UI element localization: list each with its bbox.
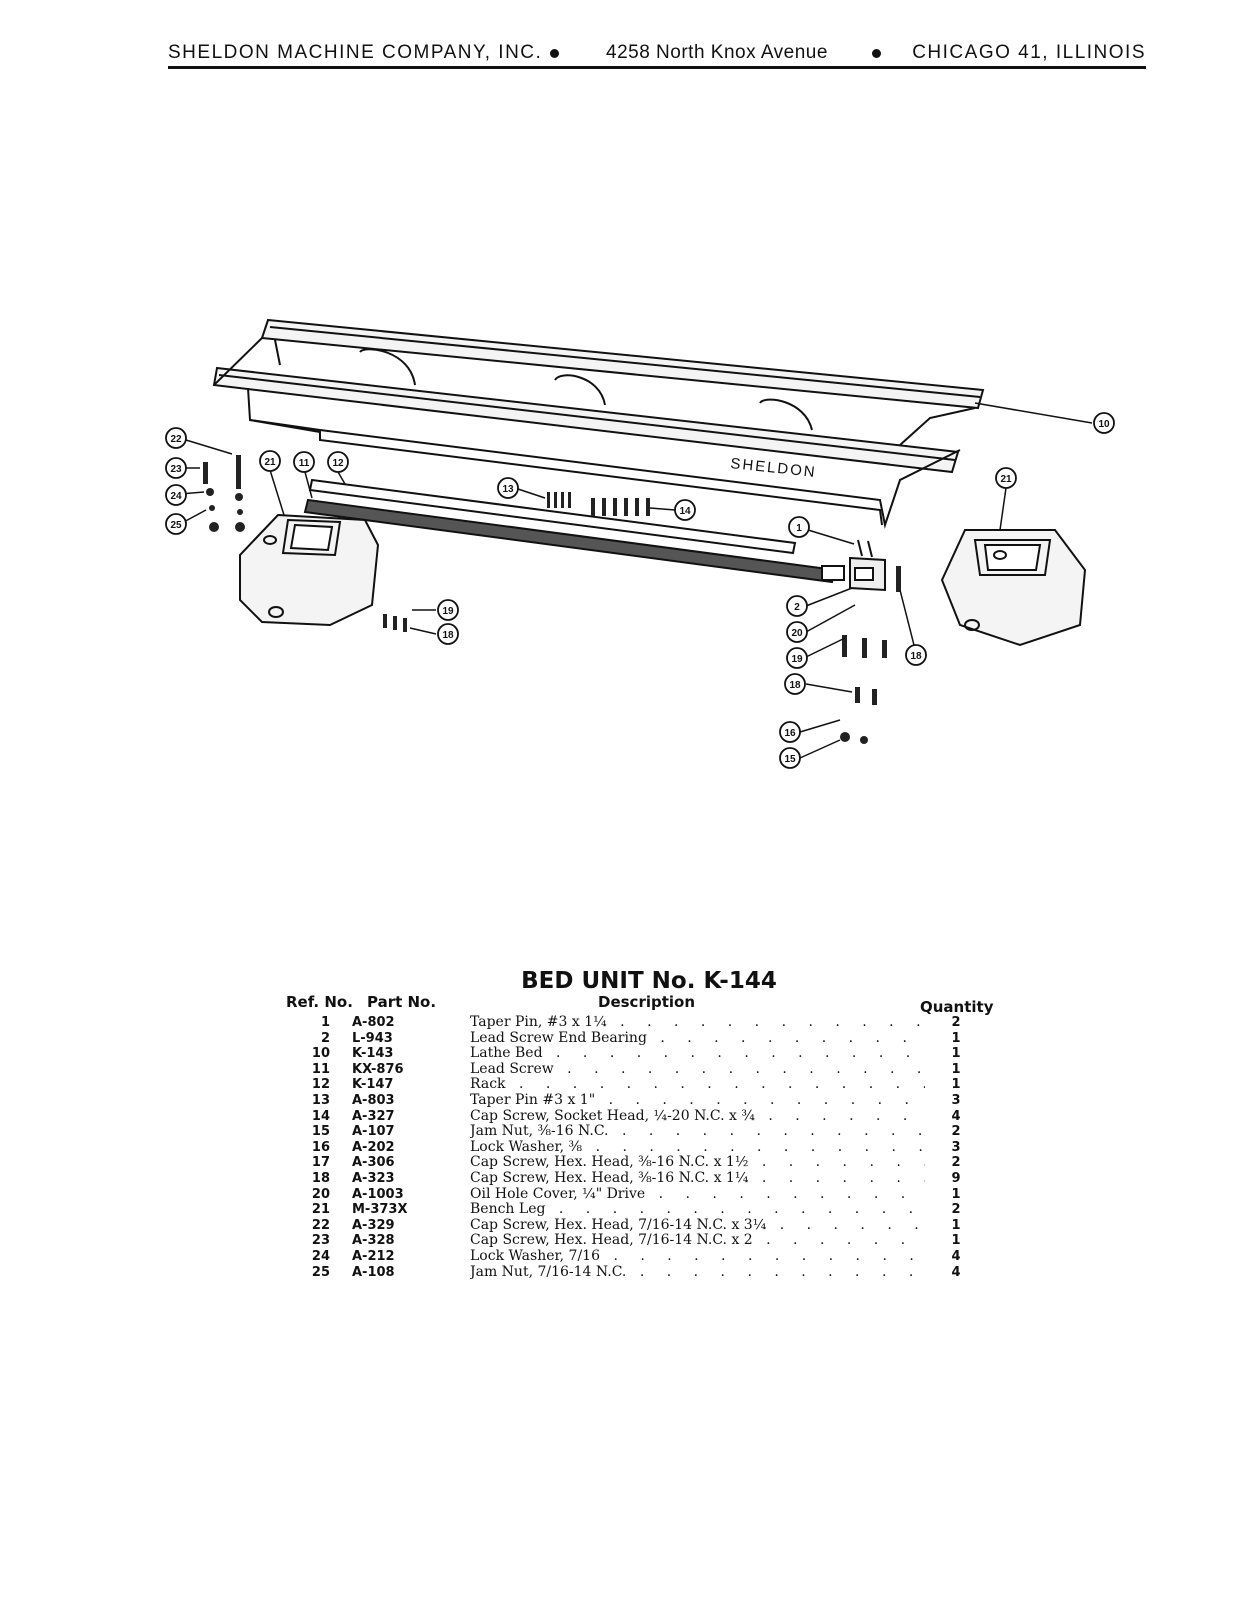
callout-2: 2 (794, 602, 800, 613)
ref-number: 11 (311, 1061, 330, 1077)
part-description: Cap Screw, Hex. Head, ⅜-16 N.C. x 1¼ . . . (470, 1171, 925, 1187)
part-description: Lead Screw End Bearing . . . (470, 1031, 925, 1047)
quantity: 9 (951, 1170, 961, 1186)
table-title: BED UNIT No. K-144 (521, 968, 777, 994)
part-description: Lathe Bed . . . (470, 1046, 925, 1062)
quantity: 1 (951, 1217, 961, 1233)
part-description: Lock Washer, 7/16 . . . (470, 1249, 925, 1265)
ref-number: 21 (311, 1202, 330, 1218)
part-number: K-147 (352, 1077, 394, 1093)
callout-12: 12 (332, 458, 344, 469)
table-row (0, 1046, 1241, 1062)
table-row (0, 1062, 1241, 1078)
callout-23: 23 (170, 464, 182, 475)
quantity: 1 (951, 1061, 961, 1077)
quantity: 1 (951, 1077, 961, 1093)
ref-number: 22 (311, 1217, 330, 1233)
callout-25: 25 (170, 520, 182, 531)
bench-leg-left (240, 515, 378, 625)
part-number: A-327 (352, 1108, 395, 1124)
callout-21: 21 (264, 457, 276, 468)
part-description: Cap Screw, Hex. Head, 7/16-14 N.C. x 3¼ . . . (470, 1218, 925, 1234)
part-number: K-143 (352, 1046, 394, 1062)
ref-number: 23 (311, 1233, 330, 1249)
part-number: A-329 (352, 1217, 395, 1233)
ref-number: 14 (311, 1108, 330, 1124)
ref-number: 10 (311, 1046, 330, 1062)
table-row (0, 1202, 1241, 1218)
table-row (0, 1249, 1241, 1265)
quantity: 3 (951, 1139, 961, 1155)
callout-19: 19 (791, 654, 803, 665)
part-description: Rack . . . (470, 1077, 925, 1093)
callout-11: 11 (298, 458, 310, 469)
ref-number: 12 (311, 1077, 330, 1093)
quantity: 1 (951, 1233, 961, 1249)
table-row (0, 1031, 1241, 1047)
callout-1: 1 (796, 523, 802, 534)
table-row (0, 1015, 1241, 1031)
bed-brand-label: SHELDON (729, 455, 818, 482)
column-header-part: Part No. (367, 993, 437, 1011)
ref-number: 1 (320, 1015, 330, 1030)
part-description: Taper Pin #3 x 1" . . . (470, 1093, 925, 1109)
table-row (0, 1109, 1241, 1125)
part-number: A-107 (352, 1124, 395, 1140)
callout-18: 18 (910, 651, 922, 662)
part-number: KX-876 (352, 1061, 404, 1077)
callout-15: 15 (784, 754, 796, 765)
quantity: 2 (951, 1155, 961, 1171)
callout-13: 13 (502, 484, 514, 495)
quantity: 1 (951, 1186, 961, 1202)
table-row (0, 1187, 1241, 1203)
company-address: 4258 North Knox Avenue (606, 42, 828, 63)
bench-leg-right (942, 530, 1085, 645)
ref-number: 18 (311, 1170, 330, 1186)
part-description: Jam Nut, ⅜-16 N.C. . . . (470, 1124, 925, 1140)
ref-number: 15 (311, 1124, 330, 1140)
column-header-ref: Ref. No. (286, 993, 353, 1011)
callout-16: 16 (784, 728, 796, 739)
quantity: 4 (951, 1264, 961, 1280)
table-row (0, 1093, 1241, 1109)
part-number: A-323 (352, 1170, 395, 1186)
parts-table-body (0, 1015, 1241, 1280)
part-description: Oil Hole Cover, ¼" Drive . . . (470, 1187, 925, 1203)
part-description: Cap Screw, Socket Head, ¼-20 N.C. x ¾ . . . (470, 1109, 925, 1125)
quantity: 1 (951, 1046, 961, 1062)
ref-number: 25 (311, 1264, 330, 1280)
callout-21: 21 (1000, 474, 1012, 485)
column-header-description: Description (598, 993, 696, 1011)
lead-screw-end-bearing (850, 540, 885, 590)
table-row (0, 1171, 1241, 1187)
part-description: Bench Leg . . . (470, 1202, 925, 1218)
part-number: A-1003 (352, 1186, 404, 1202)
callout-10: 10 (1098, 419, 1110, 430)
table-row (0, 1077, 1241, 1093)
callout-22: 22 (170, 434, 182, 445)
company-city: CHICAGO 41, ILLINOIS (912, 42, 1146, 63)
ref-number: 2 (320, 1030, 330, 1046)
table-row (0, 1265, 1241, 1281)
part-description: Cap Screw, Hex. Head, 7/16-14 N.C. x 2 . . . (470, 1233, 925, 1249)
column-header-quantity: Quantity (920, 998, 994, 1016)
ref-number: 16 (311, 1139, 330, 1155)
callout-24: 24 (170, 491, 182, 502)
quantity: 2 (951, 1015, 961, 1030)
part-number: A-803 (352, 1092, 395, 1108)
ref-number: 13 (311, 1092, 330, 1108)
table-row (0, 1233, 1241, 1249)
table-row (0, 1155, 1241, 1171)
table-row (0, 1124, 1241, 1140)
part-number: A-802 (352, 1015, 395, 1030)
part-number: A-328 (352, 1233, 395, 1249)
table-row (0, 1140, 1241, 1156)
company-name: SHELDON MACHINE COMPANY, INC. (168, 42, 543, 63)
ref-number: 20 (311, 1186, 330, 1202)
callout-14: 14 (679, 506, 691, 517)
part-description: Lead Screw . . . (470, 1062, 925, 1078)
callout-19: 19 (442, 606, 454, 617)
part-number: L-943 (352, 1030, 393, 1046)
callout-18: 18 (789, 680, 801, 691)
quantity: 1 (951, 1030, 961, 1046)
table-row (0, 1218, 1241, 1234)
part-description: Jam Nut, 7/16-14 N.C. . . . (470, 1265, 925, 1281)
quantity: 4 (951, 1248, 961, 1264)
callout-20: 20 (791, 628, 803, 639)
part-description: Taper Pin, #3 x 1¼ . . . (470, 1015, 925, 1031)
quantity: 2 (951, 1202, 961, 1218)
part-number: A-306 (352, 1155, 395, 1171)
ref-number: 24 (311, 1248, 330, 1264)
part-number: A-108 (352, 1264, 395, 1280)
part-number: M-373X (352, 1202, 408, 1218)
part-description: Lock Washer, ⅜ . . . (470, 1140, 925, 1156)
part-description: Cap Screw, Hex. Head, ⅜-16 N.C. x 1½ . . . (470, 1155, 925, 1171)
lathe-bed (214, 320, 983, 525)
part-number: A-202 (352, 1139, 395, 1155)
ref-number: 17 (311, 1155, 330, 1171)
callout-18: 18 (442, 630, 454, 641)
quantity: 2 (951, 1124, 961, 1140)
quantity: 4 (951, 1108, 961, 1124)
part-number: A-212 (352, 1248, 395, 1264)
quantity: 3 (951, 1092, 961, 1108)
